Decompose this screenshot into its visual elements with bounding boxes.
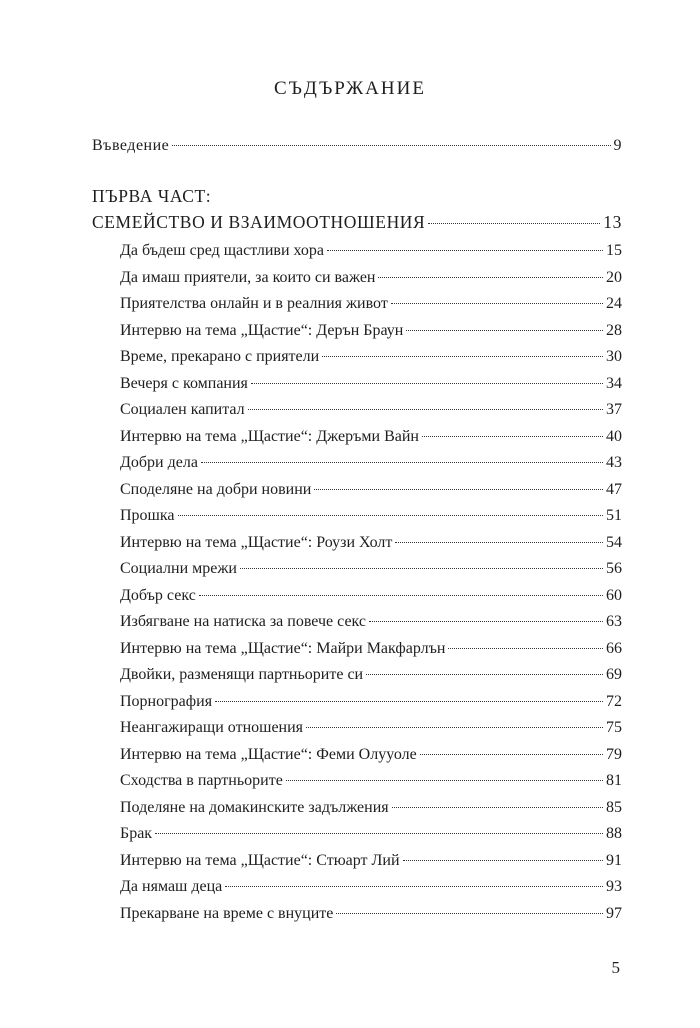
toc-entry-page: 15 [606,242,622,259]
toc-entry [120,902,622,926]
toc-entry-label: Интервю на тема „Щастие“: Джеръми Вайн [120,427,419,445]
toc-entry-page: 56 [606,560,622,578]
toc-entry-label: Да нямаш деца [120,878,223,896]
dot-leader [306,727,603,728]
dot-leader [251,383,603,384]
dot-leader [403,860,603,861]
dot-leader [155,833,603,834]
toc-entry-label: Сходства в партньорите [120,772,283,790]
page-number: 5 [611,958,620,977]
toc-entry-label: Неангажиращи отношения [120,719,304,737]
dot-leader [286,780,603,781]
toc-entry-page: 88 [606,825,622,843]
toc-entry-page: 20 [606,268,622,286]
dot-leader [422,436,603,437]
toc-entry [120,610,622,634]
toc-entry-page: 60 [606,586,622,604]
dot-leader [448,648,603,649]
dot-leader [336,913,603,914]
toc-entry-page: 54 [606,533,622,551]
toc-entry-page: 51 [606,507,622,525]
dot-leader [395,542,603,543]
toc-entry-label: Добър секс [120,586,196,604]
toc-entry-label: Въведение [92,137,170,154]
toc-entry-label: Интервю на тема „Щастие“: Феми Олууоле [120,745,417,763]
toc-entry-page: 69 [606,666,622,684]
toc-entry-page: 75 [606,719,622,737]
toc-entry-page: 91 [606,851,622,869]
toc-entry [120,451,622,475]
toc-entry [120,743,622,767]
toc-entry [120,504,622,528]
toc-entry-label: Брак [120,825,153,843]
toc-entry-page: 28 [606,321,622,339]
toc-entry [120,345,622,369]
toc-entry-label: Вечеря с компания [120,374,248,392]
toc-entry-label: Да имаш приятели, за които си важен [120,268,376,286]
dot-leader [314,489,603,490]
toc-entry-page: 63 [606,613,622,631]
toc-entry-page: 34 [606,374,622,392]
toc-entry-label: Порнография [120,692,213,710]
toc-entry-page: 30 [606,348,622,366]
toc-entry-page: 40 [606,427,622,445]
dot-leader [369,621,603,622]
dot-leader [391,303,603,304]
toc-entry-label: Двойки, разменящи партньорите си [120,666,364,684]
toc-entry-page: 43 [606,454,622,472]
toc-entry-page: 72 [606,692,622,710]
dot-leader [248,409,603,410]
toc-entry-page: 85 [606,798,622,816]
part-page: 13 [603,212,622,232]
toc-entry [120,663,622,687]
dot-leader [240,568,603,569]
toc-entry [120,690,622,714]
dot-leader [366,674,603,675]
toc-entry-label: Да бъдеш сред щастливи хора [120,242,324,259]
toc-entry-page: 97 [606,905,622,922]
toc-entry [120,478,622,502]
toc-entry [120,875,622,899]
toc-entry-label: Поделяне на домакинските задължения [120,798,389,816]
toc-entry-page: 79 [606,745,622,763]
toc-entry [120,557,622,581]
toc-entry [120,769,622,793]
toc-entry [120,292,622,316]
toc-entry-label: Прекарване на време с внуците [120,905,334,922]
toc-entry-label: Интервю на тема „Щастие“: Дерън Браун [120,321,404,339]
part-title: СЕМЕЙСТВО И ВЗАИМООТНОШЕНИЯ [92,212,426,232]
toc-entry [120,398,622,422]
toc-entry-label: Социални мрежи [120,560,237,578]
toc-entry [120,425,622,449]
part-heading: ПЪРВА ЧАСТ: [92,186,212,206]
toc-entry-page: 66 [606,639,622,657]
dot-leader [215,701,603,702]
toc-entry-label: Избягване на натиска за повече секс [120,613,367,631]
toc-entry [120,266,622,290]
toc-entry-page: 47 [606,480,622,498]
toc-entry [120,584,622,608]
dot-leader [378,277,603,278]
toc-entry-page: 9 [613,137,622,154]
page-title: СЪДЪРЖАНИЕ [274,78,426,99]
dot-leader [428,223,600,224]
toc-entry [120,637,622,661]
dot-leader [392,807,603,808]
toc-entry-label: Споделяне на добри новини [120,480,312,498]
toc-entry-label: Добри дела [120,454,198,472]
toc-entry [120,716,622,740]
toc-entry-label: Време, прекарано с приятели [120,348,320,366]
dot-leader [199,595,603,596]
toc-entry-page: 81 [606,772,622,790]
toc-entry [120,319,622,343]
toc-entry [120,372,622,396]
toc-entry [120,531,622,555]
toc-entry-label: Интервю на тема „Щастие“: Стюарт Лий [120,851,400,869]
toc-entry-page: 24 [606,295,622,313]
toc-entry [120,796,622,820]
toc-entry-label: Интервю на тема „Щастие“: Майри Макфарлън [120,639,446,657]
dot-leader [420,754,603,755]
dot-leader [178,515,603,516]
toc-row-introduction [92,134,622,158]
toc-entry-label: Прошка [120,507,175,525]
toc-entry-label: Социален капитал [120,401,245,419]
toc-entry-page: 93 [606,878,622,896]
dot-leader [406,330,603,331]
toc-entry-label: Интервю на тема „Щастие“: Роузи Холт [120,533,393,551]
dot-leader [201,462,603,463]
toc-entry [120,239,622,263]
dot-leader [225,886,603,887]
toc-entry-page: 37 [606,401,622,419]
dot-leader [172,145,610,146]
toc-entry [120,822,622,846]
toc-row-part-title [92,210,622,234]
dot-leader [327,250,603,251]
dot-leader [322,356,603,357]
toc-entry-label: Приятелства онлайн и в реалния живот [120,295,388,313]
toc-entry [120,849,622,873]
